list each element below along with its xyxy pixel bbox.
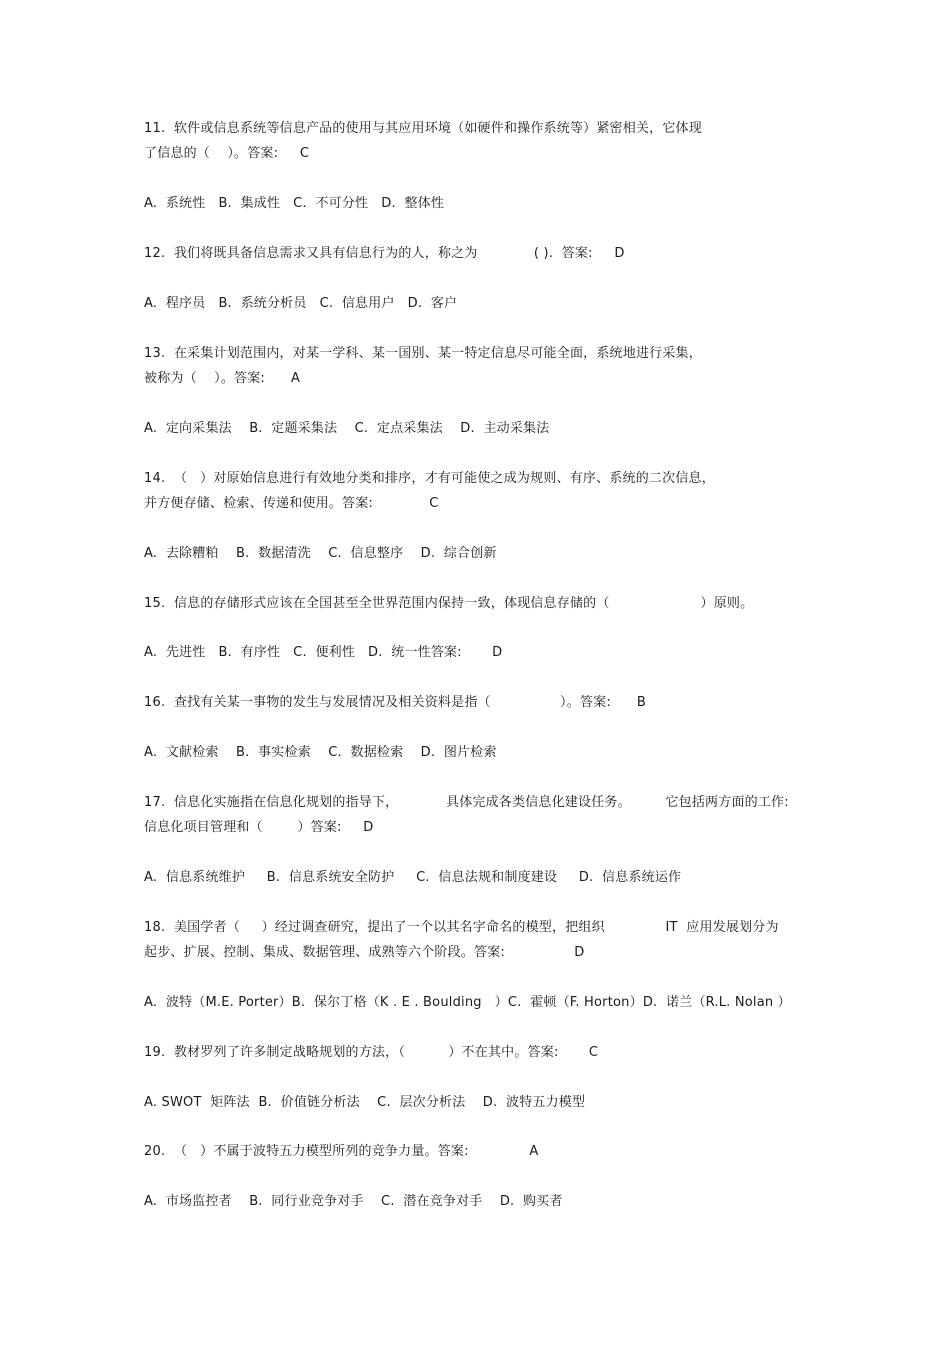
question-17-line-1: 17. 信息化实施指在信息化规划的指导下， 具体完成各类信息化建设任务。 它包括两方面的工作: — [144, 795, 789, 810]
question-11-options: A. 系统性 B. 集成性 C. 不可分性 D. 整体性 — [144, 196, 445, 211]
question-13-line-1: 13. 在采集计划范围内，对某一学科、某一国别、某一特定信息尽可能全面，系统地进行采集， — [144, 346, 702, 361]
question-16-options: A. 文献检索 B. 事实检索 C. 数据检索 D. 图片检索 — [144, 745, 497, 760]
question-12-line-1: 12. 我们将既具备信息需求又具有信息行为的人，称之为 ( ). 答案: D — [144, 246, 625, 261]
question-11-line-1: 11. 软件或信息系统等信息产品的使用与其应用环境（如硬件和操作系统等）紧密相关，它体现 — [144, 121, 702, 136]
question-17-options: A. 信息系统维护 B. 信息系统安全防护 C. 信息法规和制度建设 D. 信息系统运作 — [144, 870, 682, 885]
question-11-line-2: 了信息的（ ）。答案: C — [144, 146, 310, 161]
question-18-line-1: 18. 美国学者（ ）经过调查研究，提出了一个以其名字命名的模型，把组织 IT 应用发展划分为 — [144, 920, 779, 935]
question-19-options: A. SWOT 矩阵法 B. 价值链分析法 C. 层次分析法 D. 波特五力模型 — [144, 1095, 586, 1110]
question-18-line-2: 起步、扩展、控制、集成、数据管理、成熟等六个阶段。答案: D — [144, 945, 585, 960]
question-13-options: A. 定向采集法 B. 定题采集法 C. 定点采集法 D. 主动采集法 — [144, 421, 550, 436]
question-13-line-2: 被称为（ ）。答案: A — [144, 371, 301, 386]
question-20-line-1: 20. （ ）不属于波特五力模型所列的竞争力量。答案: A — [144, 1144, 539, 1159]
question-20-options: A. 市场监控者 B. 同行业竞争对手 C. 潜在竞争对手 D. 购买者 — [144, 1194, 563, 1209]
question-14-options: A. 去除糟粕 B. 数据清洗 C. 信息整序 D. 综合创新 — [144, 546, 497, 561]
question-18-options: A. 波特（M.E. Porter）B. 保尔丁格（K . E . Boulding ）C. 霍顿（F. Horton）D. 诺兰（R.L. Nolan ） — [144, 995, 791, 1010]
question-19-line-1: 19. 教材罗列了许多制定战略规划的方法，（ ）不在其中。答案: C — [144, 1045, 599, 1060]
question-15-line-1: 15. 信息的存储形式应该在全国甚至全世界范围内保持一致，体现信息存储的（ ）原则。 — [144, 596, 754, 611]
question-12-options: A. 程序员 B. 系统分析员 C. 信息用户 D. 客户 — [144, 296, 458, 311]
question-17-line-2: 信息化项目管理和（ ）答案: D — [144, 820, 374, 835]
question-14-line-1: 14. （ ）对原始信息进行有效地分类和排序，才有可能使之成为规则、有序、系统的二次信息， — [144, 471, 715, 486]
question-16-line-1: 16. 查找有关某一事物的发生与发展情况及相关资料是指（ ）。答案: B — [144, 695, 647, 710]
question-15-options: A. 先进性 B. 有序性 C. 便利性 D. 统一性答案: D — [144, 645, 503, 660]
question-14-line-2: 并方便存储、检索、传递和使用。答案: C — [144, 496, 439, 511]
